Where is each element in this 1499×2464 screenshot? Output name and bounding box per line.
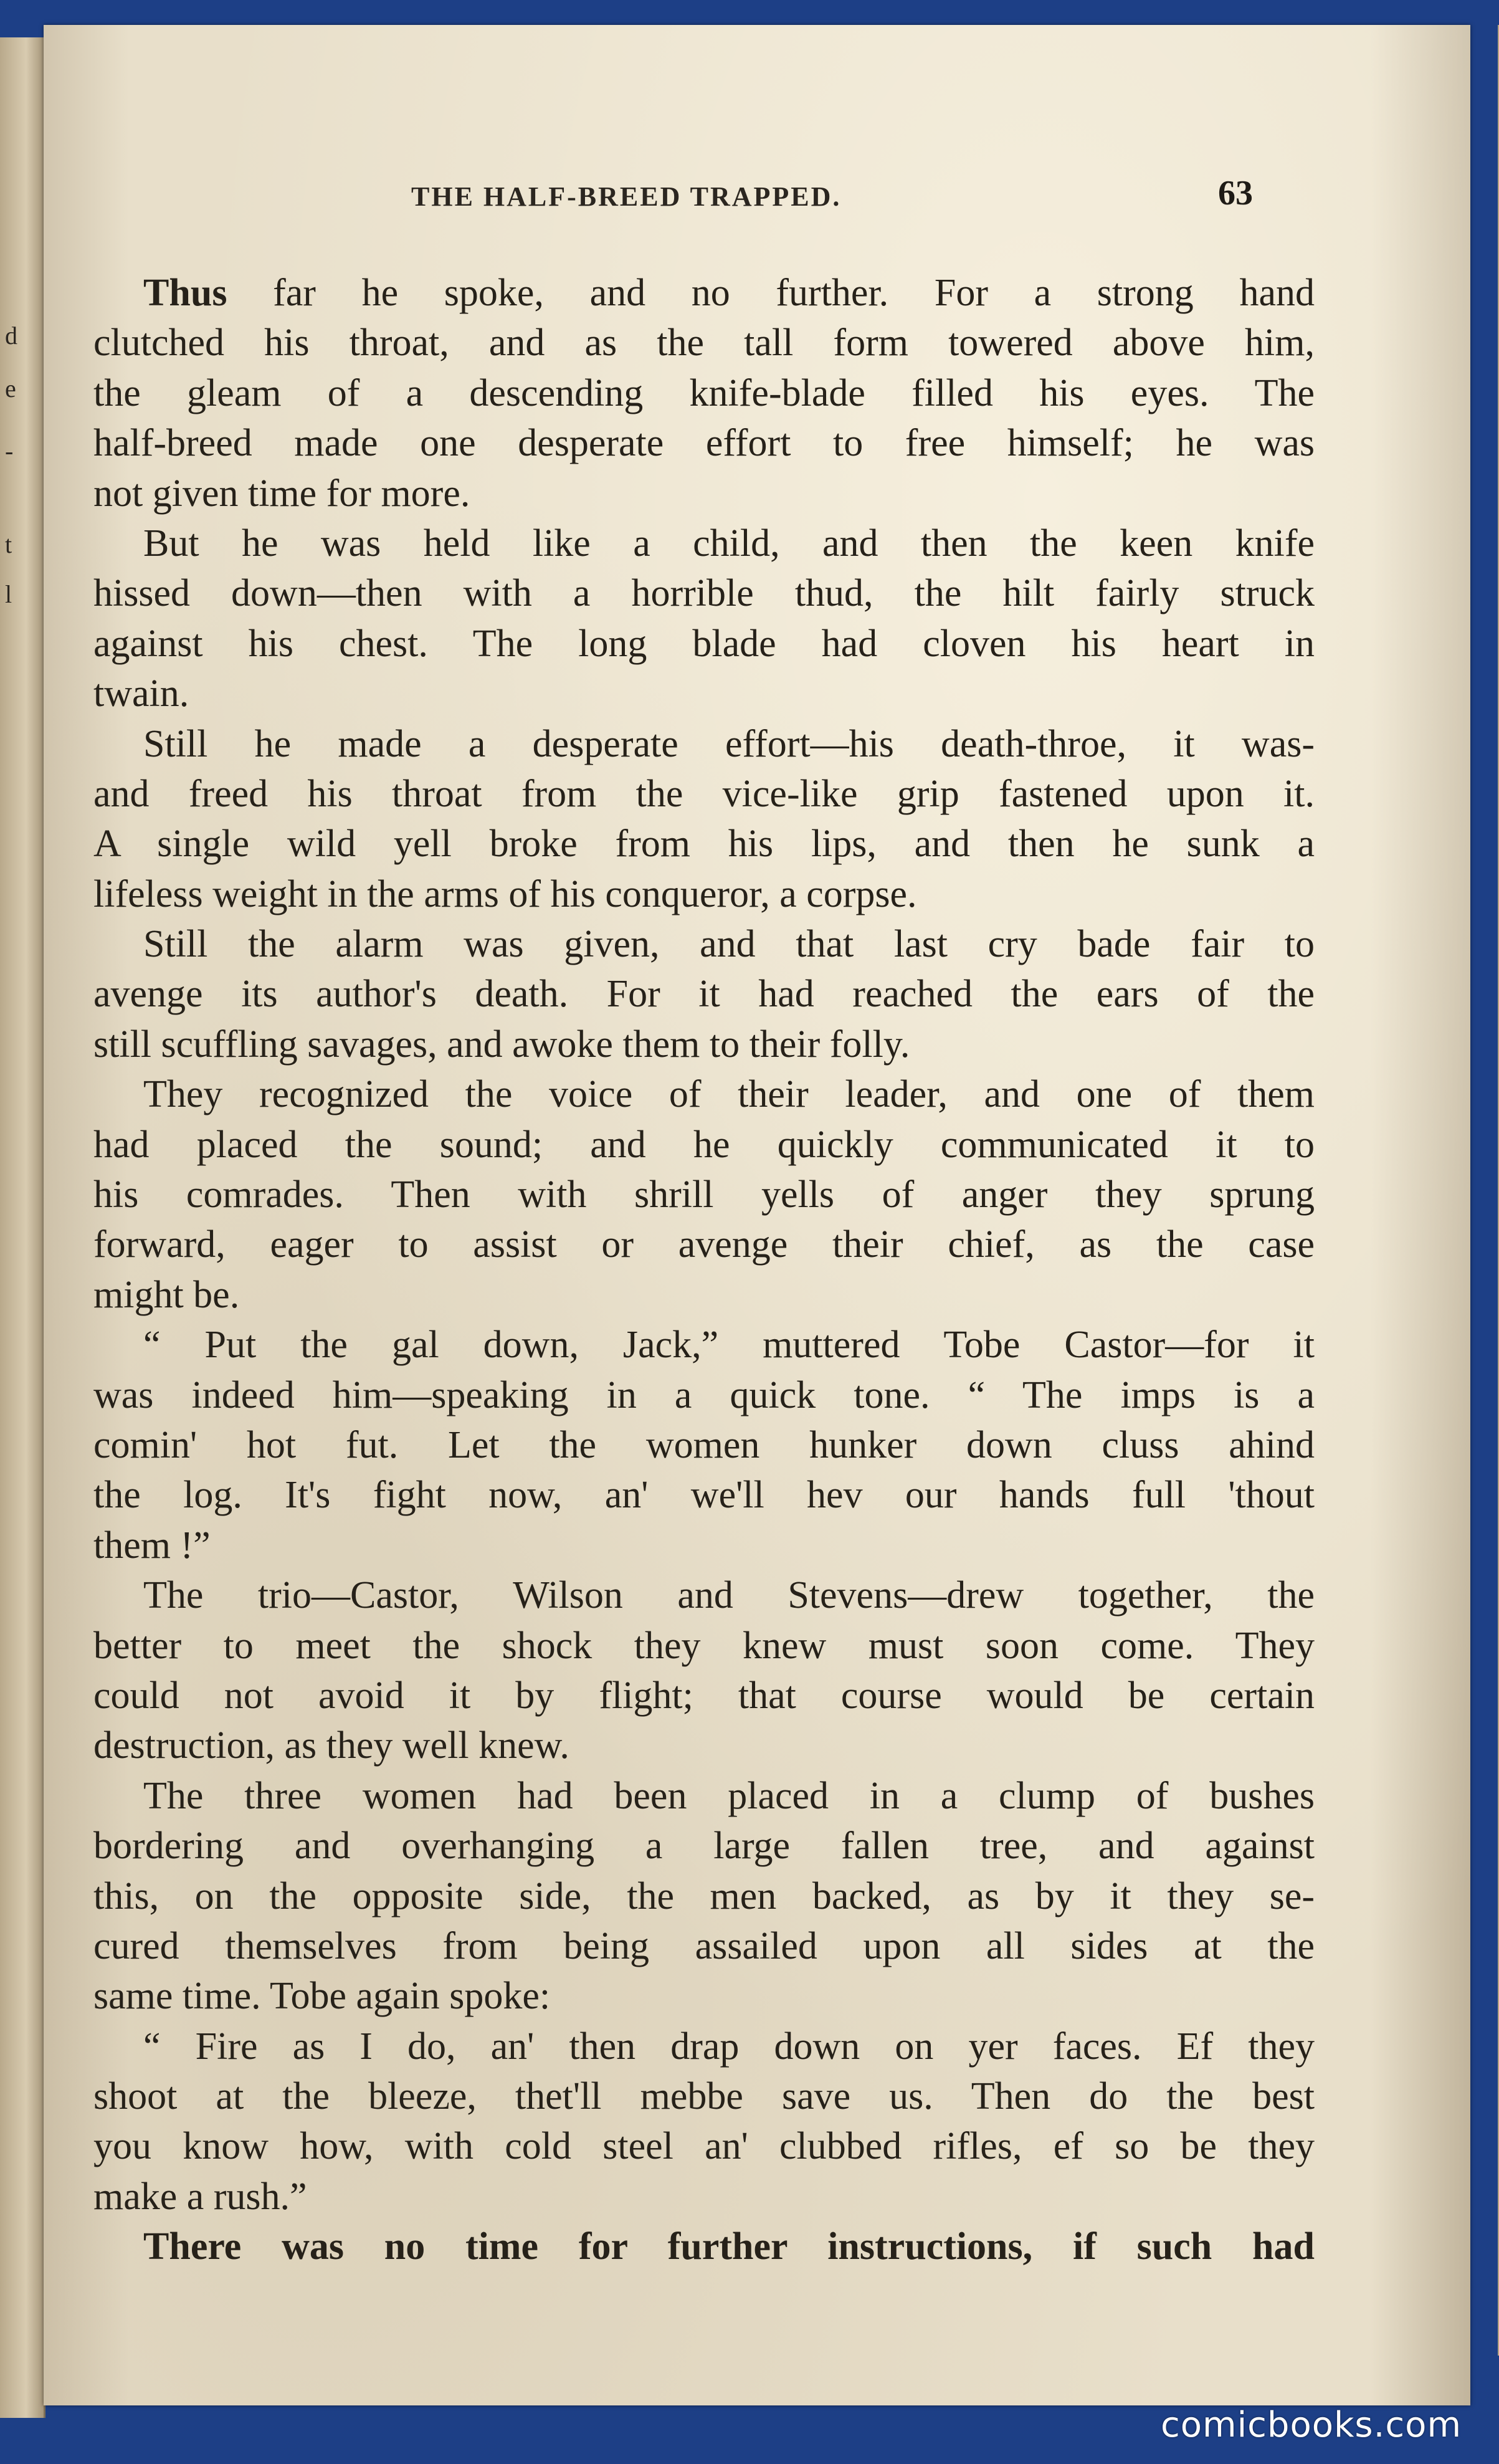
watermark: comicbooks.com (1160, 2405, 1462, 2445)
text-line: There was no time for further instructions, if such had (143, 2225, 1315, 2268)
text-line: The three women had been placed in a clump of bushes (143, 1774, 1315, 1817)
text-line: the gleam of a descending knife-blade filled his eyes. The (93, 371, 1315, 414)
left-page-fragment: e (5, 375, 16, 403)
text-line: make a rush.” (93, 2175, 307, 2218)
left-page-fragment: t (5, 530, 12, 558)
text-line: not given time for more. (93, 472, 470, 515)
left-page-edge (0, 37, 45, 2418)
text-line: “ Put the gal down, Jack,” muttered Tobe Castor—for it (143, 1324, 1315, 1367)
text-line: them !” (93, 1524, 211, 1567)
left-page-fragment: d (5, 322, 17, 350)
text-line: Still the alarm was given, and that last cry bade fair to (143, 923, 1315, 966)
text-line: you know how, with cold steel an' clubbed rifles, ef so be they (93, 2125, 1315, 2168)
text-line: same time. Tobe again spoke: (93, 1975, 551, 2018)
text-line: had placed the sound; and he quickly communicated it to (93, 1123, 1315, 1166)
text-line: clutched his throat, and as the tall form towered above him, (93, 322, 1315, 365)
text-line: his comrades. Then with shrill yells of anger they sprung (93, 1173, 1315, 1216)
text-line: cured themselves from being assailed upon all sides at the (93, 1924, 1315, 1967)
text-line: shoot at the bleeze, thet'll mebbe save us. Then do the best (93, 2075, 1315, 2118)
text-line: half-breed made one desperate effort to free himself; he was (93, 422, 1315, 465)
text-line: comin' hot fut. Let the women hunker down cluss ahind (93, 1423, 1315, 1466)
text-line: the log. It's fight now, an' we'll hev our hands full 'thout (93, 1474, 1315, 1517)
text-line: could not avoid it by flight; that course would be certain (93, 1674, 1315, 1717)
text-line: was indeed him—speaking in a quick tone. “ The imps is a (93, 1373, 1315, 1416)
text-line: Still he made a desperate effort—his death-throe, it was- (143, 722, 1315, 765)
text-line: destruction, as they well knew. (93, 1724, 569, 1767)
text-line: But he was held like a child, and then the keen knife (143, 522, 1315, 565)
body-text (93, 268, 1315, 2272)
text-line: twain. (93, 672, 189, 715)
text-line: hissed down—then with a horrible thud, the hilt fairly struck (93, 572, 1315, 615)
page-number: 63 (1218, 174, 1253, 212)
left-page-fragment: - (5, 437, 14, 465)
text-line: avenge its author's death. For it had reached the ears of the (93, 973, 1315, 1016)
text-line: and freed his throat from the vice-like grip fastened upon it. (93, 772, 1315, 815)
text-line: The trio—Castor, Wilson and Stevens—drew together, the (143, 1574, 1315, 1617)
text-line: They recognized the voice of their leader, and one of them (143, 1073, 1315, 1116)
text-line: Thus far he spoke, and no further. For a strong hand (143, 272, 1315, 314)
text-line: this, on the opposite side, the men backed, as by it they se- (93, 1874, 1315, 1917)
left-page-fragment: l (5, 580, 12, 608)
text-line: bordering and overhanging a large fallen tree, and against (93, 1825, 1315, 1868)
bold-lead-word: Thus (143, 272, 227, 314)
text-line: still scuffling savages, and awoke them to their folly. (93, 1023, 910, 1066)
text-line: better to meet the shock they knew must soon come. They (93, 1624, 1315, 1667)
text-line: might be. (93, 1273, 240, 1316)
text-line: “ Fire as I do, an' then drap down on yer faces. Ef they (143, 2025, 1315, 2068)
running-head: THE HALF-BREED TRAPPED. (411, 181, 842, 212)
text-line: against his chest. The long blade had cloven his heart in (93, 622, 1315, 665)
book-page (44, 25, 1470, 2405)
text-line: A single wild yell broke from his lips, and then he sunk a (93, 823, 1315, 866)
text-line: lifeless weight in the arms of his conqueror, a corpse. (93, 872, 917, 915)
text-line: forward, eager to assist or avenge their chief, as the case (93, 1223, 1315, 1266)
